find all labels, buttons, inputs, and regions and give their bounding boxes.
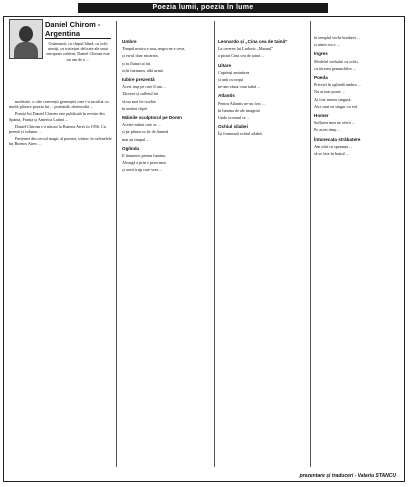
author-name: Daniel Chirom - Argentina bbox=[45, 20, 111, 39]
poem-line: să nu mai fie cuvânt bbox=[122, 98, 156, 104]
poem-line: ochi fuziunea, albi urmă bbox=[122, 67, 163, 73]
author-header bbox=[9, 19, 113, 97]
poem-title: Ingres bbox=[314, 51, 328, 57]
poem-line: în lumina de ale imaginii bbox=[218, 107, 260, 113]
translator-credit: prezentare și traduceri - Valeriu STANCU bbox=[299, 473, 396, 479]
poem-line: La cererea lui Ludovic „Maurul” bbox=[218, 46, 274, 52]
poem-title: Leonardo și „Cina cea de taină” bbox=[218, 39, 288, 44]
poem-line: Tăcerea și sufletul lui bbox=[122, 91, 159, 97]
poem-line: și tu fluturi ai lui bbox=[122, 60, 151, 66]
poem-line: Modelul verbului cu ochii, bbox=[314, 58, 359, 64]
poems-column-3 bbox=[218, 35, 308, 139]
poem-title: Poeda bbox=[314, 75, 328, 81]
poem-line: Cuprinși amintirea bbox=[218, 69, 250, 75]
column-divider bbox=[116, 21, 117, 467]
poem-line: să se lase în brațul ... bbox=[314, 151, 349, 157]
poems-column-2 bbox=[122, 35, 212, 175]
poem-title: Homer bbox=[314, 113, 329, 119]
poem-line: și unii cu nopți bbox=[218, 77, 244, 83]
poem-line: Aceste mâini care se ... bbox=[122, 122, 161, 128]
biography-column bbox=[9, 99, 113, 149]
column-divider bbox=[310, 21, 311, 467]
poem-line: Aleargă a prin e prim mea bbox=[122, 160, 166, 166]
poem-line: și eu-ul doar moartea, bbox=[122, 53, 159, 59]
bio-paragraph: Poezia lui Daniel Chirom este publicată în reviste din Spania, Franța și America Latină ... bbox=[9, 111, 105, 122]
poem-line: Ai fost mereu singură, bbox=[314, 96, 352, 102]
poem-line: Unde oceanul se ... bbox=[218, 115, 250, 121]
poem-title: Atlantis bbox=[218, 93, 235, 99]
poem-line: E întuneric pentru lumina, bbox=[122, 153, 166, 159]
poem-line: Privești în oglindă umbra ... bbox=[314, 82, 361, 88]
article-page bbox=[3, 16, 405, 482]
poem-line: Acest trup pe care îl am ... bbox=[122, 84, 167, 90]
poem-title: Iubire prezentă bbox=[122, 77, 155, 83]
poem-line: Timpul nostru e nou, negru ne e ceva, bbox=[122, 46, 186, 52]
column-divider bbox=[214, 21, 215, 467]
author-intro: Grăsmanii, cu chipul blind, cu ochi uimiți, cu tristețuri delicate ale unui european cultivat, Daniel Chirom este un om de o ... bbox=[46, 41, 110, 62]
bio-paragraph: Daniel Chirom s-a născut la Buenos Aires în 1956. Cu premii și volume ... bbox=[9, 123, 106, 135]
poem-title: Mâinile sculptorul pe Domn bbox=[122, 115, 182, 121]
poem-line: Nu ai mai poate ... bbox=[314, 89, 345, 95]
poem-title: Umbre bbox=[122, 39, 137, 44]
poem-title: Întunecata străbatere bbox=[314, 136, 361, 142]
page-banner: Poezia lumii, poezia în lume bbox=[78, 3, 328, 13]
poem-line: în umbra clipei bbox=[122, 105, 148, 111]
poem-line: Își formează ochiul silabei bbox=[218, 131, 263, 137]
poem-title: Ochiul silabei bbox=[218, 124, 248, 130]
poem-line: și nimic nu e ... bbox=[314, 42, 340, 48]
poem-title: Oglinda bbox=[122, 145, 140, 151]
bio-paragraph: Parteneri din cercul magic al poeziei, trăiesc în cafenelele lui Buenos Aires ... bbox=[9, 136, 112, 147]
poem-line: în templul vechi bradarei ... bbox=[314, 35, 361, 40]
poem-line: și pe pânza cu fir de lumină bbox=[122, 129, 169, 135]
poem-line: mai au timpul ... bbox=[122, 136, 150, 142]
poem-line: cu tăcerea genunchilor ... bbox=[314, 65, 357, 71]
poem-line: Aici sunt eu singur cu eul. bbox=[314, 103, 358, 109]
poems-column-4 bbox=[314, 35, 402, 158]
author-photo bbox=[9, 19, 43, 59]
poem-line: Pe acest timp ... bbox=[314, 127, 341, 133]
poem-title: Uitare bbox=[218, 62, 232, 68]
poem-line: a pictat Cina cea de taină ... bbox=[218, 53, 265, 59]
poem-line: Pentru Atlantis ne-au fost ... bbox=[218, 100, 265, 106]
poem-line: ne-am văzut cum iarbă ... bbox=[218, 84, 261, 90]
poem-line: Am trăit cu speranța ... bbox=[314, 143, 353, 149]
poem-line: Suflarea mea ne oferă ... bbox=[314, 120, 355, 126]
bio-paragraph: modestie, o câte convenții generației care i-a ascultat cu multă plăcere poezia lui ... profundă, dezinvoltă ... bbox=[9, 99, 109, 110]
poem-line: și acest trup care vrea ... bbox=[122, 167, 163, 173]
